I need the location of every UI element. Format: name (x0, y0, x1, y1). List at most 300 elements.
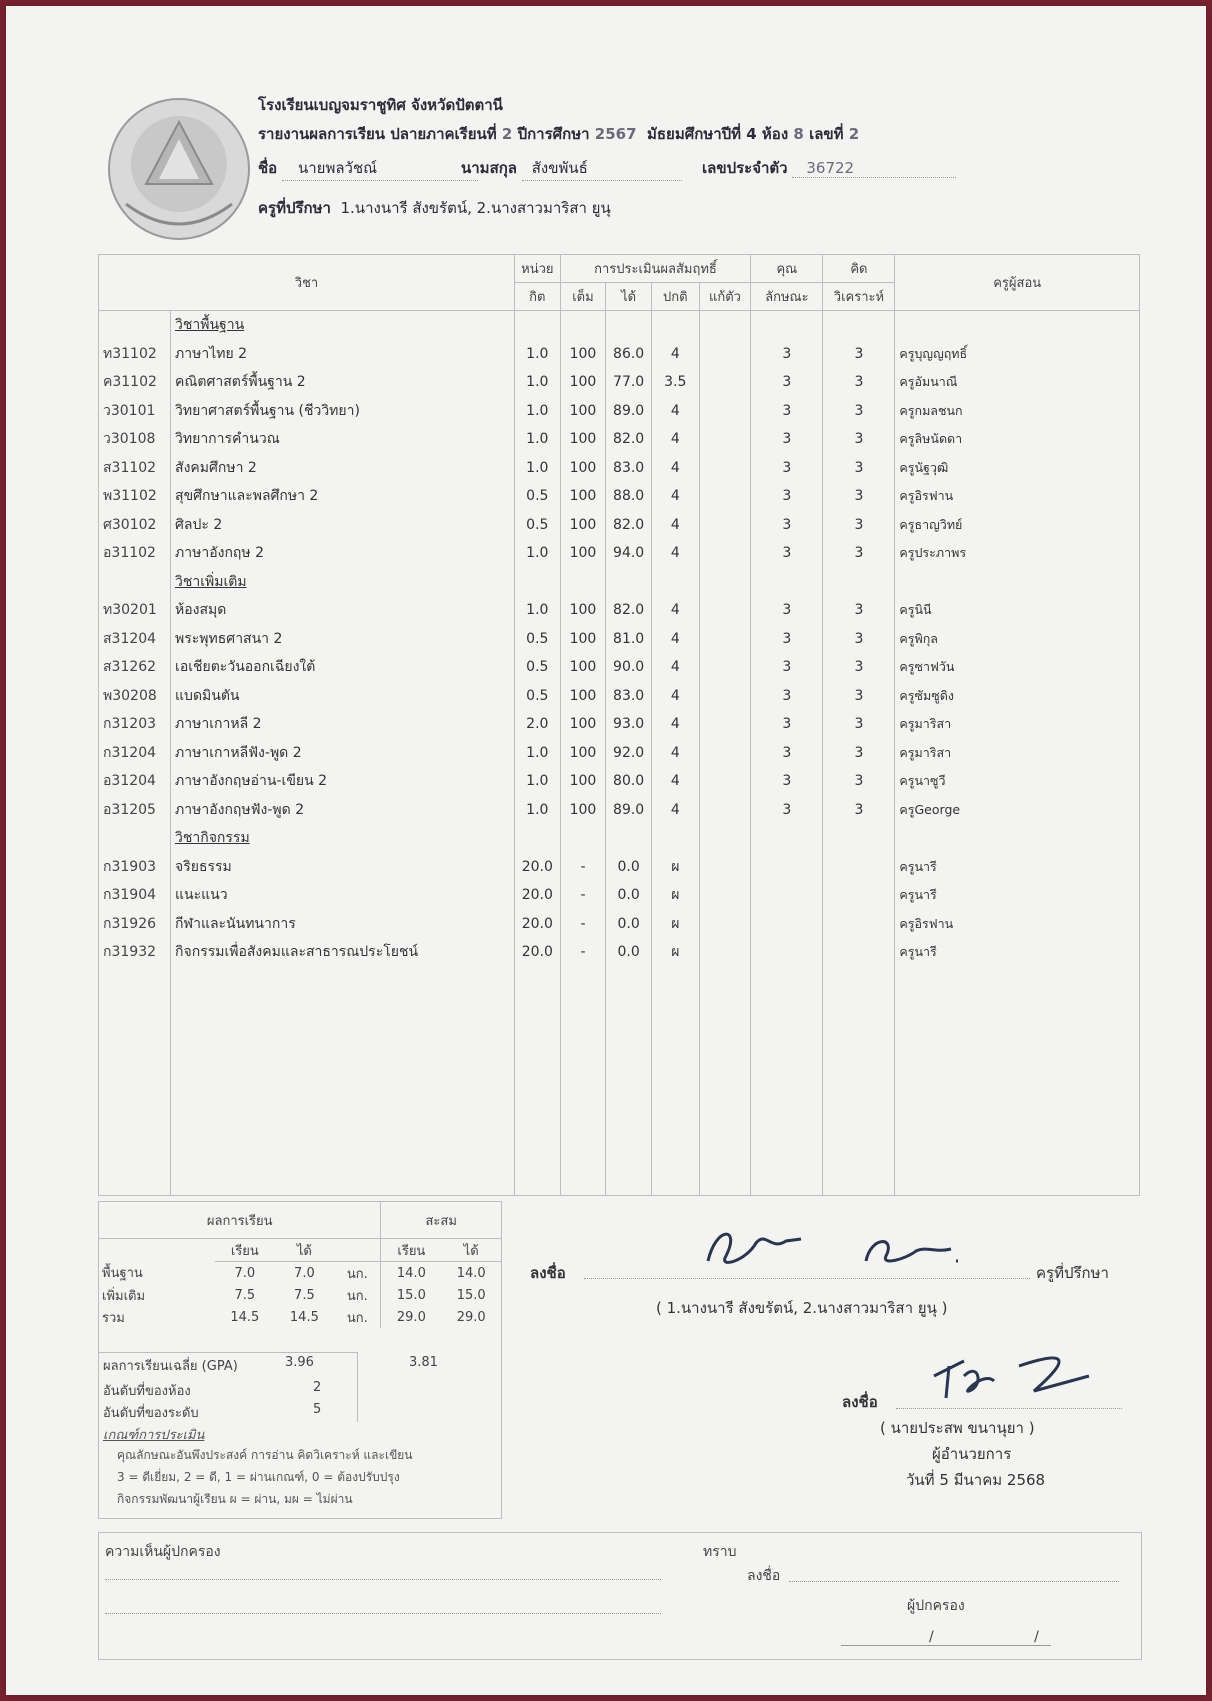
subject-unit: 2.0 (514, 710, 560, 739)
subject-character: 3 (751, 454, 823, 483)
subject-score: 94.0 (606, 539, 652, 568)
subject-code: ว30108 (99, 425, 171, 454)
empty-cell (751, 967, 823, 1196)
subject-unit: 1.0 (514, 454, 560, 483)
subject-thinking: 3 (823, 796, 895, 825)
table-row (99, 511, 1140, 540)
subject-name: ภาษาอังกฤษฟัง-พูด 2 (171, 796, 515, 825)
summary-study: 7.5 (234, 1287, 256, 1303)
subject-thinking (823, 853, 895, 882)
subject-code: ค31102 (99, 368, 171, 397)
school-name: โรงเรียนเบญจมราชูทิศ จังหวัดปัตตานี (258, 96, 503, 114)
subject-score: 92.0 (606, 739, 652, 768)
table-row (99, 425, 1140, 454)
subject-thinking: 3 (823, 767, 895, 796)
parent-ack-label: ทราบ (703, 1544, 737, 1560)
grades-body (99, 311, 1140, 1196)
subject-fix (699, 739, 751, 768)
summary-row-label: รวม (102, 1310, 125, 1326)
subject-thinking: 3 (823, 539, 895, 568)
advisor-role: ครูที่ปรึกษา (1036, 1264, 1109, 1282)
parent-sign-label: ลงชื่อ (747, 1568, 781, 1584)
subject-name: สุขศึกษาและพลศึกษา 2 (171, 482, 515, 511)
subject-character: 3 (751, 397, 823, 426)
table-row (99, 596, 1140, 625)
subject-fix (699, 482, 751, 511)
summary-acc-study: 29.0 (396, 1309, 426, 1325)
summary-study-head: เรียน (215, 1239, 275, 1262)
subject-grade: ผ (651, 910, 699, 939)
summary-acc-got-head: ได้ (441, 1239, 501, 1262)
subject-thinking (823, 910, 895, 939)
student-name-row: ชื่อ นายพลวัชณ์ (258, 156, 478, 181)
subject-full-score: 100 (560, 340, 606, 369)
subject-unit: 1.0 (514, 796, 560, 825)
subject-unit: 1.0 (514, 767, 560, 796)
subject-name: ภาษาไทย 2 (171, 340, 515, 369)
subject-grade: 4 (651, 767, 699, 796)
summary-row (99, 1284, 501, 1306)
section-header-row (99, 824, 1140, 853)
advisor-sign-names: ( 1.นางนารี สังขรัตน์, 2.นางสาวมาริสา ยูนุ ) (656, 1299, 948, 1317)
empty-cell (560, 568, 606, 597)
table-spacer-row (99, 967, 1140, 1196)
subject-code: พ31102 (99, 482, 171, 511)
subject-name: ภาษาเกาหลี 2 (171, 710, 515, 739)
parent-date-line (841, 1645, 1051, 1646)
subject-name: ศิลปะ 2 (171, 511, 515, 540)
summary-row-label: เพิ่มเติม (102, 1288, 146, 1304)
parent-comment-box (98, 1532, 1142, 1660)
subject-code: ก31904 (99, 881, 171, 910)
empty-cell (606, 311, 652, 340)
summary-accum-label: สะสม (381, 1202, 501, 1239)
table-row (99, 710, 1140, 739)
section-title: วิชากิจกรรม (171, 824, 515, 853)
summary-acc-study-head: เรียน (381, 1239, 441, 1262)
subject-full-score: - (560, 853, 606, 882)
subject-unit: 1.0 (514, 539, 560, 568)
subject-character: 3 (751, 767, 823, 796)
subject-character: 3 (751, 625, 823, 654)
criteria-line-3: กิจกรรมพัฒนาผู้เรียน ผ = ผ่าน, มผ = ไม่ผ่าน (117, 1492, 353, 1506)
empty-cell (171, 967, 515, 1196)
subject-score: 86.0 (606, 340, 652, 369)
subject-unit: 20.0 (514, 881, 560, 910)
subject-fix (699, 425, 751, 454)
subject-teacher: ครูซาฟวัน (895, 653, 1140, 682)
director-role: ผู้อำนวยการ (932, 1445, 1012, 1463)
rank-level-row (103, 1402, 322, 1423)
section-header-row (99, 311, 1140, 340)
parent-comment-label: ความเห็นผู้ปกครอง (105, 1544, 221, 1560)
subject-score: 0.0 (606, 910, 652, 939)
subject-score: 89.0 (606, 796, 652, 825)
subject-code: อ31205 (99, 796, 171, 825)
col-teacher: ครูผู้สอน (895, 255, 1140, 311)
subject-teacher: ครูมาริสา (895, 710, 1140, 739)
subject-unit: 0.5 (514, 682, 560, 711)
col-unit-bottom: กิต (514, 283, 560, 311)
subject-name: สังคมศึกษา 2 (171, 454, 515, 483)
subject-teacher: ครูอิรฟาน (895, 910, 1140, 939)
subject-unit: 0.5 (514, 511, 560, 540)
subject-name: เอเชียตะวันออกเฉียงใต้ (171, 653, 515, 682)
subject-grade: 4 (651, 596, 699, 625)
subject-teacher: ครูนารี (895, 853, 1140, 882)
col-think-top: คิด (823, 255, 895, 283)
subject-thinking: 3 (823, 425, 895, 454)
subject-character (751, 881, 823, 910)
subject-score: 77.0 (606, 368, 652, 397)
subject-fix (699, 397, 751, 426)
col-full: เต็ม (560, 283, 606, 311)
subject-fix (699, 682, 751, 711)
parent-comment-line-1[interactable] (105, 1579, 661, 1580)
subject-character: 3 (751, 682, 823, 711)
subject-teacher: ครูบุญญฤทธิ์ (895, 340, 1140, 369)
rank-room-label: อันดับที่ของห้อง (103, 1384, 191, 1399)
subject-fix (699, 368, 751, 397)
rank-room-value: 2 (313, 1380, 322, 1395)
subject-teacher: ครูนัฐวุฒิ (895, 454, 1140, 483)
subject-character: 3 (751, 368, 823, 397)
subject-code: ว30101 (99, 397, 171, 426)
subject-code: ก31203 (99, 710, 171, 739)
empty-cell (606, 568, 652, 597)
table-row (99, 482, 1140, 511)
table-row (99, 938, 1140, 967)
subject-code: ก31926 (99, 910, 171, 939)
advisor-names: 1.นางนารี สังขรัตน์, 2.นางสาวมาริสา ยูนุ (340, 199, 611, 217)
subject-thinking: 3 (823, 482, 895, 511)
table-row (99, 853, 1140, 882)
empty-cell (823, 824, 895, 853)
subject-code: ศ30102 (99, 511, 171, 540)
criteria-title: เกณฑ์การประเมิน (103, 1428, 205, 1443)
subject-teacher: ครูอัมนาณี (895, 368, 1140, 397)
subject-thinking: 3 (823, 710, 895, 739)
summary-row-label: พื้นฐาน (102, 1266, 143, 1282)
rank-level-label: อันดับที่ของระดับ (103, 1406, 199, 1421)
empty-cell (823, 967, 895, 1196)
subject-character (751, 910, 823, 939)
director-sign-line (896, 1408, 1122, 1409)
subject-full-score: - (560, 938, 606, 967)
table-row (99, 368, 1140, 397)
subject-character (751, 853, 823, 882)
col-char-bottom: ลักษณะ (751, 283, 823, 311)
subject-unit: 1.0 (514, 596, 560, 625)
subject-grade: 4 (651, 739, 699, 768)
summary-table (99, 1202, 501, 1328)
table-row (99, 910, 1140, 939)
criteria-line-2: 3 = ดีเยี่ยม, 2 = ดี, 1 = ผ่านเกณฑ์, 0 = ต้องปรับปรุง (117, 1470, 400, 1484)
subject-character: 3 (751, 596, 823, 625)
subject-character: 3 (751, 653, 823, 682)
subject-full-score: 100 (560, 625, 606, 654)
subject-code: ก31903 (99, 853, 171, 882)
empty-cell (895, 568, 1140, 597)
col-eval: การประเมินผลสัมฤทธิ์ (560, 255, 751, 283)
empty-cell (560, 967, 606, 1196)
subject-unit: 1.0 (514, 739, 560, 768)
parent-role: ผู้ปกครอง (907, 1598, 965, 1614)
table-row (99, 881, 1140, 910)
subject-name: ภาษาอังกฤษ 2 (171, 539, 515, 568)
subject-character: 3 (751, 482, 823, 511)
advisor-row: ครูที่ปรึกษา 1.นางนารี สังขรัตน์, 2.นางสาวมาริสา ยูนุ (258, 199, 611, 217)
empty-cell (514, 311, 560, 340)
subject-teacher: ครูนารี (895, 938, 1140, 967)
empty-cell (606, 967, 652, 1196)
subject-teacher: ครูนาซูวี (895, 767, 1140, 796)
subject-thinking: 3 (823, 682, 895, 711)
student-name: นายพลวัชณ์ (282, 156, 478, 181)
subject-score: 93.0 (606, 710, 652, 739)
subject-code: ส31102 (99, 454, 171, 483)
empty-cell (699, 967, 751, 1196)
subject-score: 88.0 (606, 482, 652, 511)
empty-cell (606, 824, 652, 853)
summary-row (99, 1306, 501, 1328)
subject-full-score: 100 (560, 682, 606, 711)
gpa-value: 3.96 (285, 1355, 314, 1370)
gpa-row (103, 1355, 438, 1376)
section-code-empty (99, 568, 171, 597)
empty-cell (751, 311, 823, 340)
subject-unit: 0.5 (514, 482, 560, 511)
empty-cell (895, 967, 1140, 1196)
subject-name: กีฬาและนันทนาการ (171, 910, 515, 939)
empty-cell (651, 311, 699, 340)
subject-teacher: ครูนารี (895, 881, 1140, 910)
subject-fix (699, 625, 751, 654)
subject-code: ท30201 (99, 596, 171, 625)
table-row (99, 796, 1140, 825)
subject-fix (699, 710, 751, 739)
summary-acc-study: 15.0 (396, 1287, 426, 1303)
col-unit-top: หน่วย (514, 255, 560, 283)
subject-name: แบดมินตัน (171, 682, 515, 711)
subject-fix (699, 796, 751, 825)
subject-thinking: 3 (823, 625, 895, 654)
empty-cell (560, 311, 606, 340)
col-subject: วิชา (99, 255, 515, 311)
subject-character: 3 (751, 739, 823, 768)
subject-code: ก31932 (99, 938, 171, 967)
subject-grade: 3.5 (651, 368, 699, 397)
table-row (99, 454, 1140, 483)
subject-character: 3 (751, 539, 823, 568)
subject-teacher: ครูมาริสา (895, 739, 1140, 768)
subject-fix (699, 340, 751, 369)
subject-score: 82.0 (606, 511, 652, 540)
subject-grade: ผ (651, 938, 699, 967)
subject-grade: 4 (651, 482, 699, 511)
empty-cell (895, 824, 1140, 853)
subject-teacher: ครูGeorge (895, 796, 1140, 825)
subject-score: 83.0 (606, 682, 652, 711)
empty-cell (895, 311, 1140, 340)
subject-name: ภาษาเกาหลีฟัง-พูด 2 (171, 739, 515, 768)
parent-sign-line[interactable] (789, 1581, 1119, 1582)
subject-full-score: 100 (560, 397, 606, 426)
empty-cell (751, 568, 823, 597)
subject-code: ท31102 (99, 340, 171, 369)
section-title: วิชาพื้นฐาน (171, 311, 515, 340)
subject-score: 0.0 (606, 938, 652, 967)
subject-full-score: 100 (560, 368, 606, 397)
subject-grade: 4 (651, 539, 699, 568)
summary-study: 7.0 (234, 1265, 256, 1281)
subject-full-score: 100 (560, 796, 606, 825)
subject-score: 80.0 (606, 767, 652, 796)
col-char-top: คุณ (751, 255, 823, 283)
school-emblem-image (104, 94, 254, 244)
table-row (99, 682, 1140, 711)
subject-full-score: 100 (560, 539, 606, 568)
subject-code: ส31204 (99, 625, 171, 654)
subject-name: แนะแนว (171, 881, 515, 910)
empty-cell (514, 967, 560, 1196)
empty-cell (560, 824, 606, 853)
report-title: รายงานผลการเรียน ปลายภาคเรียนที่ 2 ปีการศึกษา 2567 มัธยมศึกษาปีที่ 4 ห้อง 8 เลขที่ 2 (258, 125, 860, 143)
student-surname-row: นามสกุล สังขพันธ์ (461, 156, 682, 181)
subject-character: 3 (751, 340, 823, 369)
table-row (99, 739, 1140, 768)
subject-character: 3 (751, 710, 823, 739)
table-row (99, 397, 1140, 426)
subject-full-score: 100 (560, 425, 606, 454)
rank-room-row (103, 1380, 322, 1401)
empty-cell (99, 967, 171, 1196)
empty-cell (699, 568, 751, 597)
subject-thinking: 3 (823, 511, 895, 540)
subject-thinking (823, 938, 895, 967)
subject-teacher: ครูธาญวิทย์ (895, 511, 1140, 540)
section-title: วิชาเพิ่มเติม (171, 568, 515, 597)
parent-comment-line-2[interactable] (105, 1613, 661, 1614)
gpa-label: ผลการเรียนเฉลี่ย (GPA) (103, 1359, 238, 1374)
col-normal: ปกติ (651, 283, 699, 311)
table-row (99, 625, 1140, 654)
subject-teacher: ครูประภาพร (895, 539, 1140, 568)
subject-unit: 0.5 (514, 653, 560, 682)
subject-full-score: 100 (560, 767, 606, 796)
parent-date-blank[interactable]: / / (929, 1629, 1087, 1645)
subject-thinking: 3 (823, 596, 895, 625)
subject-score: 82.0 (606, 425, 652, 454)
subject-character: 3 (751, 796, 823, 825)
subject-full-score: 100 (560, 653, 606, 682)
subject-fix (699, 596, 751, 625)
subject-teacher: ครูพิกุล (895, 625, 1140, 654)
subject-teacher: ครูนินี (895, 596, 1140, 625)
empty-cell (699, 311, 751, 340)
subject-code: อ31102 (99, 539, 171, 568)
subject-teacher: ครูซัมซูดิง (895, 682, 1140, 711)
subject-thinking: 3 (823, 368, 895, 397)
subject-fix (699, 454, 751, 483)
advisor-signature-image (696, 1221, 996, 1281)
empty-cell (651, 568, 699, 597)
section-header-row (99, 568, 1140, 597)
subject-score: 90.0 (606, 653, 652, 682)
table-row (99, 653, 1140, 682)
subject-thinking: 3 (823, 340, 895, 369)
subject-code: ก31204 (99, 739, 171, 768)
student-surname: สังขพันธ์ (522, 156, 682, 181)
empty-cell (651, 824, 699, 853)
subject-grade: 4 (651, 625, 699, 654)
subject-grade: 4 (651, 653, 699, 682)
subject-score: 83.0 (606, 454, 652, 483)
subject-score: 81.0 (606, 625, 652, 654)
subject-grade: 4 (651, 340, 699, 369)
rank-level-value: 5 (313, 1402, 322, 1417)
table-row (99, 340, 1140, 369)
table-row (99, 539, 1140, 568)
subject-name: คณิตศาสตร์พื้นฐาน 2 (171, 368, 515, 397)
subject-thinking: 3 (823, 653, 895, 682)
subject-fix (699, 511, 751, 540)
empty-cell (823, 568, 895, 597)
summary-unit: นก. (334, 1284, 381, 1306)
subject-name: จริยธรรม (171, 853, 515, 882)
subject-grade: ผ (651, 853, 699, 882)
col-got: ได้ (606, 283, 652, 311)
subject-thinking: 3 (823, 454, 895, 483)
empty-cell (514, 568, 560, 597)
summary-unit: นก. (334, 1306, 381, 1328)
gpa-accum-value: 3.81 (409, 1355, 438, 1370)
subject-name: ห้องสมุด (171, 596, 515, 625)
subject-full-score: 100 (560, 739, 606, 768)
subject-full-score: 100 (560, 710, 606, 739)
section-code-empty (99, 311, 171, 340)
subject-grade: 4 (651, 454, 699, 483)
table-row (99, 767, 1140, 796)
director-signature-image (924, 1346, 1104, 1406)
director-sign-label: ลงชื่อ (842, 1393, 878, 1411)
subject-code: พ30208 (99, 682, 171, 711)
student-id: 36722 (792, 159, 956, 178)
subject-full-score: - (560, 910, 606, 939)
summary-acc-got: 15.0 (456, 1287, 486, 1303)
subject-grade: 4 (651, 710, 699, 739)
report-date: วันที่ 5 มีนาคม 2568 (906, 1471, 1046, 1489)
subject-character (751, 938, 823, 967)
subject-grade: ผ (651, 881, 699, 910)
summary-got: 7.5 (294, 1287, 315, 1303)
criteria-line-1: คุณลักษณะอันพึงประสงค์ การอ่าน คิดวิเคราะห์ และเขียน (117, 1448, 413, 1462)
empty-cell (514, 824, 560, 853)
subject-full-score: 100 (560, 511, 606, 540)
subject-name: วิทยาการคำนวณ (171, 425, 515, 454)
student-id-row: เลขประจำตัว 36722 (702, 156, 956, 180)
subject-score: 0.0 (606, 881, 652, 910)
col-think-bottom: วิเคราะห์ (823, 283, 895, 311)
subject-unit: 0.5 (514, 625, 560, 654)
subject-grade: 4 (651, 511, 699, 540)
subject-fix (699, 938, 751, 967)
subject-fix (699, 853, 751, 882)
director-name: ( นายประสพ ขนานุยา ) (880, 1419, 1035, 1437)
summary-acc-study: 14.0 (396, 1265, 426, 1281)
subject-unit: 20.0 (514, 853, 560, 882)
subject-fix (699, 881, 751, 910)
